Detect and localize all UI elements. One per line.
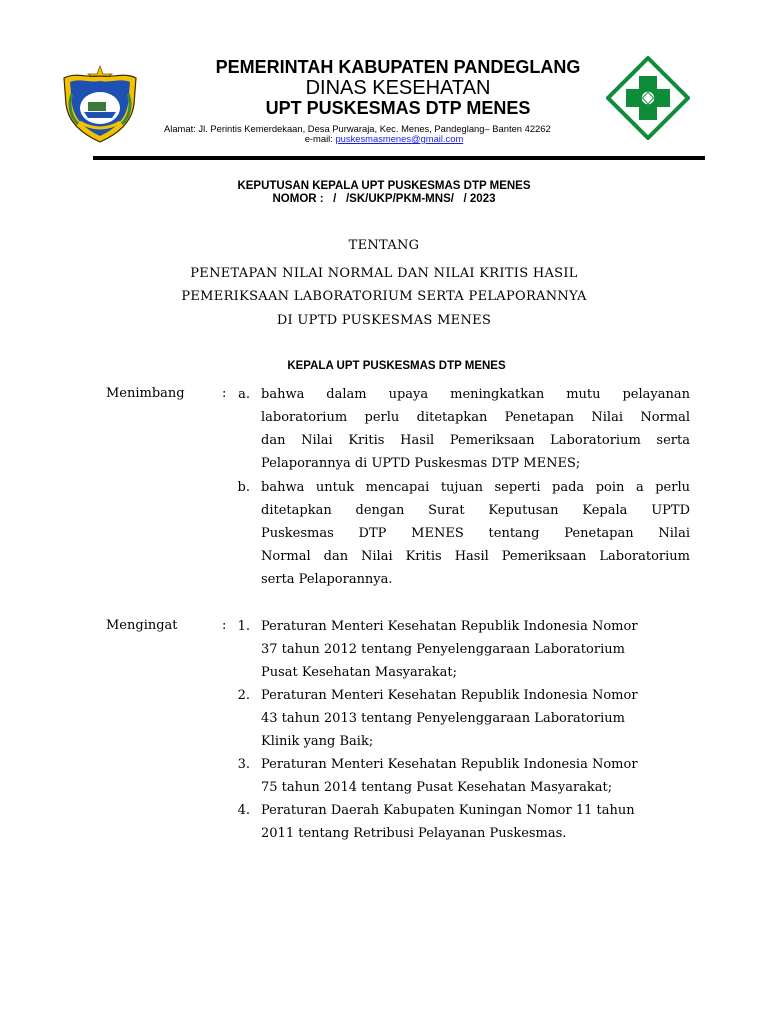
text-line: serta Pelaporannya. [261, 572, 393, 587]
email-label: e-mail: [304, 133, 333, 144]
letterhead-unit: UPT PUSKESMAS DTP MENES [265, 98, 531, 118]
letterhead-government: PEMERINTAH KABUPATEN PANDEGLANG [215, 57, 581, 77]
mengingat-colon: : [222, 618, 227, 633]
text-line: bahwa dalam upaya meningkatkan mutu pelayanan [261, 387, 690, 402]
text-line: Normal dan Nilai Kritis Hasil Pemeriksaan Laboratorium [261, 549, 690, 564]
letterhead-divider [93, 156, 705, 160]
menimbang-item-a [261, 383, 690, 475]
text-line: Peraturan Menteri Kesehatan Republik Indonesia Nomor [261, 757, 638, 772]
letterhead-address: Alamat: Jl. Perintis Kemerdekaan, Desa Purwaraja, Kec. Menes, Pandeglang– Banten 42262 [164, 123, 551, 134]
mengingat-marker-1: 1. [237, 619, 250, 634]
mengingat-item-4 [261, 799, 690, 845]
text-line: 75 tahun 2014 tentang Pusat Kesehatan Masyarakat; [261, 780, 613, 795]
subject-line-2: PEMERIKSAAN LABORATORIUM SERTA PELAPORANNYA [181, 289, 587, 304]
text-line: Puskesmas DTP MENES tentang Penetapan Nilai [261, 526, 690, 541]
text-line: Klinik yang Baik; [261, 734, 374, 749]
menimbang-item-b [261, 476, 690, 591]
mengingat-label: Mengingat [106, 618, 178, 633]
decree-title: KEPUTUSAN KEPALA UPT PUSKESMAS DTP MENES [237, 180, 531, 192]
email-link[interactable]: puskesmasmenes@gmail.com [335, 133, 464, 144]
text-line: bahwa untuk mencapai tujuan seperti pada poin a perlu [261, 480, 690, 495]
text-line: dan Nilai Kritis Hasil Pemeriksaan Laboratorium serta [261, 433, 690, 448]
menimbang-label: Menimbang [106, 386, 185, 401]
text-line: ditetapkan dengan Surat Keputusan Kepala UPTD [261, 503, 690, 518]
text-line: Peraturan Menteri Kesehatan Republik Indonesia Nomor [261, 619, 638, 634]
mengingat-marker-4: 4. [237, 803, 250, 818]
decree-number: NOMOR : / /SK/UKP/PKM-MNS/ / 2023 [272, 193, 496, 205]
text-line: Peraturan Daerah Kabupaten Kuningan Nomor 11 tahun [261, 803, 635, 818]
letterhead-department: DINAS KESEHATAN [305, 77, 491, 99]
text-line: 2011 tentang Retribusi Pelayanan Puskesmas. [261, 826, 567, 841]
text-line: Pelaporannya di UPTD Puskesmas DTP MENES; [261, 456, 581, 471]
text-line: 37 tahun 2012 tentang Penyelenggaraan Laboratorium [261, 642, 625, 657]
menimbang-marker-a: a. [238, 387, 250, 402]
text-line: laboratorium perlu ditetapkan Penetapan Nilai Normal [261, 410, 690, 425]
subject-line-1: PENETAPAN NILAI NORMAL DAN NILAI KRITIS HASIL [190, 266, 578, 281]
menimbang-marker-b: b. [237, 480, 250, 495]
mengingat-item-2 [261, 684, 690, 753]
text-line: 43 tahun 2013 tentang Penyelenggaraan Laboratorium [261, 711, 625, 726]
text-line: Peraturan Menteri Kesehatan Republik Indonesia Nomor [261, 688, 638, 703]
menimbang-colon: : [222, 386, 227, 401]
subject-line-3: DI UPTD PUSKESMAS MENES [276, 313, 492, 328]
mengingat-item-1 [261, 615, 690, 684]
mengingat-item-3 [261, 753, 690, 799]
mengingat-marker-2: 2. [237, 688, 250, 703]
text-line: Pusat Kesehatan Masyarakat; [261, 665, 457, 680]
mengingat-marker-3: 3. [237, 757, 250, 772]
letterhead-email-line [0, 133, 768, 144]
issuer-heading: KEPALA UPT PUSKESMAS DTP MENES [287, 360, 506, 372]
subject-tentang: TENTANG [348, 238, 420, 253]
